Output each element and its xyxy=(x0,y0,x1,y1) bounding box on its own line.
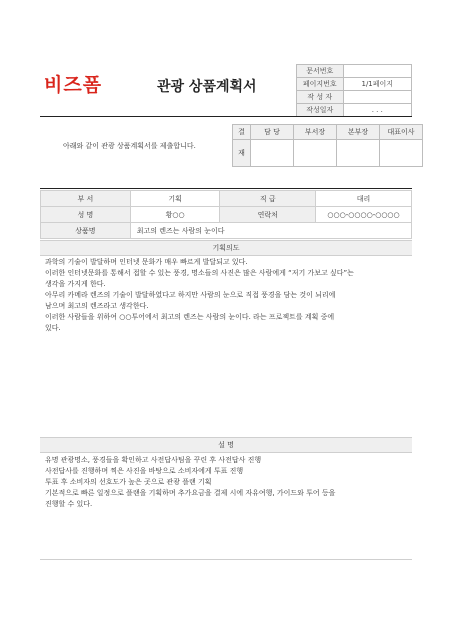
signature-box[interactable] xyxy=(380,140,423,167)
approval-jae: 재 xyxy=(233,140,251,167)
meta-value: . . . xyxy=(343,104,411,117)
header-divider xyxy=(40,116,412,117)
description-heading: 설 명 xyxy=(40,437,412,453)
approval-role: 담 당 xyxy=(251,125,294,140)
submit-statement: 아래와 같이 관광 상품계획서를 제출합니다. xyxy=(63,142,196,150)
name-label: 성 명 xyxy=(41,207,131,223)
signature-box[interactable] xyxy=(251,140,294,167)
intent-line: 생각을 가지게 한다. xyxy=(45,280,106,288)
document-meta-table xyxy=(296,64,412,117)
dept-value: 기획 xyxy=(130,191,220,207)
approval-role: 부서장 xyxy=(294,125,337,140)
approval-gyeol: 결 xyxy=(233,125,251,140)
intent-line: 아무리 카메라 렌즈의 기술이 발달하였다고 하지만 사람의 눈으로 직접 풍경을 담는 것이 뇌리에 xyxy=(45,291,336,299)
signature-box[interactable] xyxy=(337,140,380,167)
meta-label: 페이지번호 xyxy=(297,78,344,91)
meta-value xyxy=(343,65,411,78)
intent-body xyxy=(45,257,407,334)
rank-label: 직 급 xyxy=(220,191,316,207)
description-line: 기본적으로 빠른 일정으로 플랜을 기획하며 추가요금을 결제 시에 자유여행, 가이드와 투어 등을 xyxy=(45,489,336,497)
approval-role: 본부장 xyxy=(337,125,380,140)
description-line: 유명 관광명소, 풍경들을 확인하고 사전답사팀을 꾸린 후 사전답사 진행 xyxy=(45,456,262,464)
description-line: 투표 후 소비자의 선호도가 높은 곳으로 관광 플랜 기획 xyxy=(45,478,212,486)
intent-heading: 기획의도 xyxy=(40,240,412,256)
rank-value: 대리 xyxy=(316,191,412,207)
meta-label: 작성일자 xyxy=(297,104,344,117)
intent-line: 과학의 기술이 발달하며 인터넷 문화가 매우 빠르게 발달되고 있다. xyxy=(45,258,248,266)
contact-value: ○○○-○○○○-○○○○ xyxy=(316,207,412,223)
intent-line: 이러한 사람들을 위하여 ○○투어에서 최고의 렌즈는 사람의 눈이다. 라는 프로젝트를 계획 중에 xyxy=(45,313,335,321)
info-table xyxy=(40,190,412,239)
intent-line: 남으며 최고의 렌즈라고 생각한다. xyxy=(45,302,149,310)
approval-table xyxy=(232,124,423,167)
meta-value: 1/1페이지 xyxy=(343,78,411,91)
intent-line: 이러한 인터넷문화를 통해서 접할 수 있는 풍경, 명소들의 사진은 많은 사람에게 “저기 가보고 싶다”는 xyxy=(45,269,354,277)
contact-label: 연락처 xyxy=(220,207,316,223)
brand-logo: 비즈폼 xyxy=(44,74,103,96)
product-value: 최고의 렌즈는 사람의 눈이다 xyxy=(130,223,411,239)
dept-label: 부 서 xyxy=(41,191,131,207)
name-value: 황○○ xyxy=(130,207,220,223)
description-line: 진행할 수 있다. xyxy=(45,500,93,508)
meta-label: 문서번호 xyxy=(297,65,344,78)
document-title: 관광 상품계획서 xyxy=(157,79,257,95)
meta-value xyxy=(343,91,411,104)
intent-line: 있다. xyxy=(45,324,61,332)
description-line: 사전답사를 진행하며 찍은 사진을 바탕으로 소비자에게 투표 진행 xyxy=(45,467,244,475)
approval-role: 대표이사 xyxy=(380,125,423,140)
description-body xyxy=(45,455,407,510)
bottom-divider xyxy=(40,559,412,560)
product-label: 상품명 xyxy=(41,223,131,239)
signature-box[interactable] xyxy=(294,140,337,167)
section-divider xyxy=(40,188,412,189)
meta-label: 작 성 자 xyxy=(297,91,344,104)
